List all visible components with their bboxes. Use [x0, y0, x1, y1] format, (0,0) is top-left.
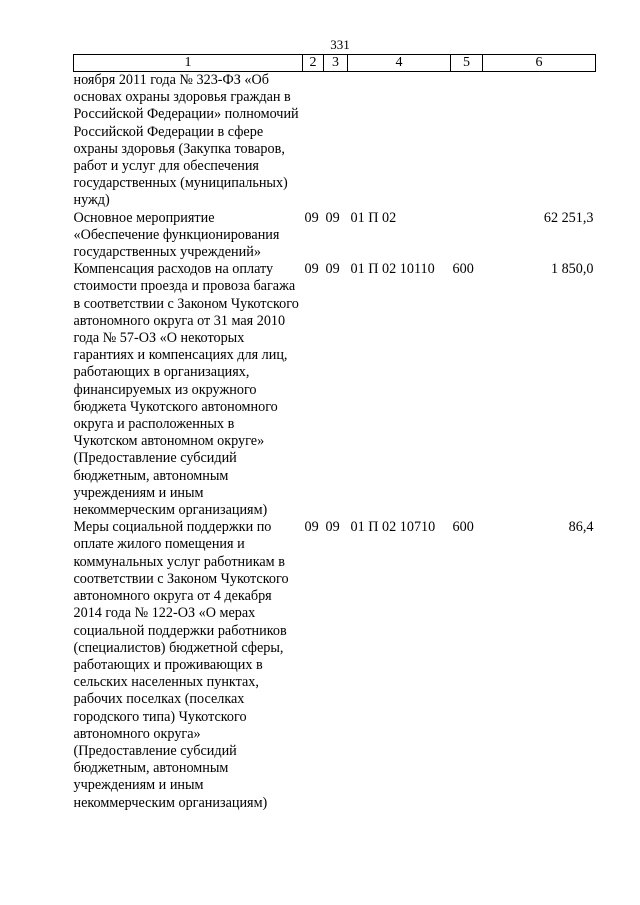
table-header — [74, 55, 596, 72]
header-col-5: 5 — [451, 55, 483, 72]
row-section — [303, 72, 324, 210]
table-row — [74, 261, 596, 519]
page-number: 331 — [330, 37, 350, 52]
header-row — [74, 55, 596, 72]
row-name: Основное мероприятие «Обеспечение функционирования государственных учреждений» — [73, 209, 280, 261]
row-target-code: 01 П 02 10710 — [350, 519, 436, 536]
table-row — [74, 519, 596, 811]
row-expense-type — [451, 72, 483, 210]
row-section: 09 — [304, 261, 319, 278]
row-subsection: 09 — [325, 209, 340, 226]
header-col-4: 4 — [348, 55, 451, 72]
row-amount: 86,4 — [568, 519, 594, 536]
row-expense-type: 600 — [452, 519, 474, 536]
row-name: Компенсация расходов на оплату стоимости проезда и провоза багажа в соответствии с Законом Чукотского автономного округа от 31 мая 2010 года № 57-ОЗ «О некоторых гарантиях и компенсациях для лиц, работающих в организациях, финансируемых из окружного бюджета Чукотского автономного округа и расположенных в Чукотском автономном округе» (Предоставление субсидий бюджетным, автономным учреждениям и иным некоммерческим организациям) — [73, 261, 299, 519]
row-target-code: 01 П 02 — [350, 209, 397, 226]
row-name: Меры социальной поддержки по оплате жилого помещения и коммунальных услуг работникам в соответствии с Законом Чукотского автономного округа от 4 декабря 2014 года № 122-ОЗ «О мерах социальной поддержки работников (специалистов) бюджетной сферы, работающих и проживающих в сельских населенных пунктах, рабочих поселках (поселках городского типа) Чукотского автономного округа» (Предоставление субсидий бюджетным, автономным учреждениям и иным некоммерческим организациям) — [73, 519, 289, 811]
row-expense-type: 600 — [452, 261, 474, 278]
row-amount: 62 251,3 — [543, 209, 594, 226]
table-row — [74, 72, 596, 210]
budget-table — [73, 54, 596, 812]
table-body — [74, 72, 596, 812]
row-subsection: 09 — [325, 261, 340, 278]
row-section: 09 — [304, 209, 319, 226]
header-col-6: 6 — [483, 55, 596, 72]
row-section: 09 — [304, 519, 319, 536]
row-subsection: 09 — [325, 519, 340, 536]
table-row — [74, 210, 596, 262]
header-col-2: 2 — [303, 55, 324, 72]
row-amount: 1 850,0 — [550, 261, 594, 278]
row-target-code: 01 П 02 10110 — [350, 261, 435, 278]
row-name: ноября 2011 года № 323-ФЗ «Об основах охраны здоровья граждан в Российской Федерации» полномочий Российской Федерации в сфере охраны здоровья (Закупка товаров, работ и услуг для обеспечения государственных (муниципальных) нужд) — [73, 72, 299, 209]
row-subsection — [324, 72, 348, 210]
row-expense-type — [451, 210, 483, 262]
header-col-1: 1 — [74, 55, 303, 72]
row-target-code — [348, 72, 451, 210]
row-amount — [483, 72, 596, 210]
header-col-3: 3 — [324, 55, 348, 72]
